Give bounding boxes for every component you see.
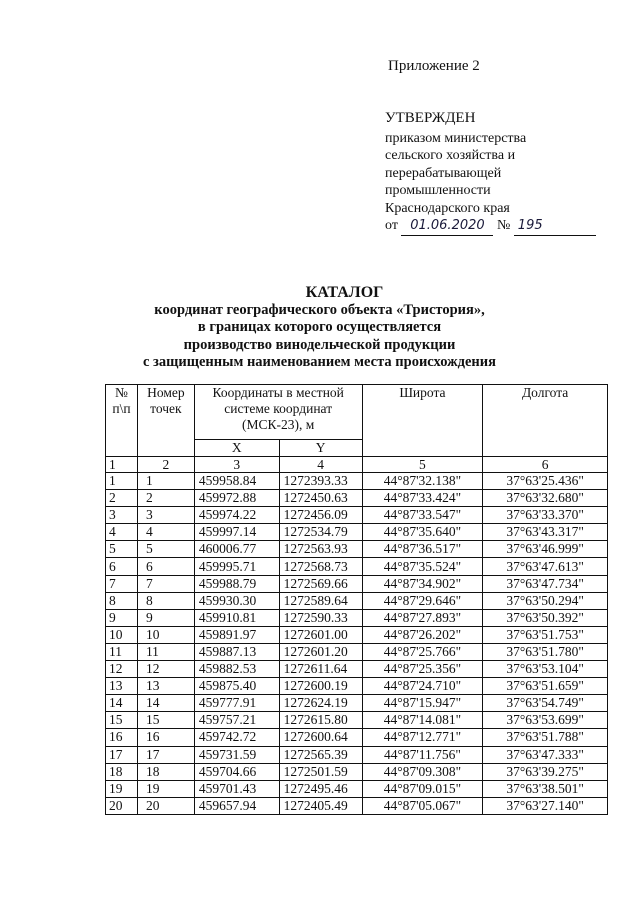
- header-num: [106, 385, 138, 457]
- latitude: 44°87'35.524": [362, 558, 483, 575]
- table-row: [106, 712, 608, 729]
- longitude: 37°63'50.294": [483, 592, 608, 609]
- title-line: координат географического объекта «Тристория»,: [154, 301, 485, 318]
- coord-y: 1272601.00: [279, 626, 362, 643]
- row-number: 4: [106, 524, 138, 541]
- header-point-line: Номер: [147, 385, 185, 400]
- coord-x: 459997.14: [194, 524, 279, 541]
- point-number: 7: [137, 575, 194, 592]
- table-row: [106, 780, 608, 797]
- approval-line: промышленности: [385, 183, 491, 198]
- point-number: 19: [137, 780, 194, 797]
- order-date: 01.06.2020: [401, 217, 493, 236]
- table-row: [106, 592, 608, 609]
- latitude: 44°87'29.646": [362, 592, 483, 609]
- latitude: 44°87'12.771": [362, 729, 483, 746]
- coordinates-table: [105, 384, 608, 815]
- coord-x: 459657.94: [194, 797, 279, 814]
- order-line: [385, 217, 596, 236]
- approval-line: перерабатывающей: [385, 165, 502, 181]
- coord-y: 1272501.59: [279, 763, 362, 780]
- table-row: [106, 797, 608, 814]
- latitude: 44°87'27.893": [362, 609, 483, 626]
- point-number: 18: [137, 763, 194, 780]
- coord-x: 459742.72: [194, 729, 279, 746]
- longitude: 37°63'51.780": [483, 643, 608, 660]
- coord-y: 1272568.73: [279, 558, 362, 575]
- row-number: 15: [106, 712, 138, 729]
- header-num-line: п\п: [112, 401, 131, 416]
- longitude: 37°63'51.659": [483, 678, 608, 695]
- coord-y: 1272600.64: [279, 729, 362, 746]
- approval-line: Краснодарского края: [385, 200, 510, 216]
- row-number: 10: [106, 626, 138, 643]
- row-number: 9: [106, 609, 138, 626]
- coord-x: 459704.66: [194, 763, 279, 780]
- latitude: 44°87'26.202": [362, 626, 483, 643]
- title-line: в границах которого осуществляется: [197, 319, 442, 335]
- header-lon: Долгота: [483, 385, 608, 457]
- latitude: 44°87'24.710": [362, 678, 483, 695]
- longitude: 37°63'51.788": [483, 729, 608, 746]
- table-row: [106, 524, 608, 541]
- point-number: 10: [137, 626, 194, 643]
- row-number: 20: [106, 797, 138, 814]
- latitude: 44°87'15.947": [362, 695, 483, 712]
- longitude: 37°63'33.370": [483, 507, 608, 524]
- table-row: [106, 626, 608, 643]
- row-number: 7: [106, 575, 138, 592]
- approval-line: приказом министерства: [385, 130, 527, 146]
- latitude: 44°87'36.517": [362, 541, 483, 558]
- row-number: 19: [106, 780, 138, 797]
- coord-x: 459882.53: [194, 661, 279, 678]
- row-number: 11: [106, 643, 138, 660]
- table-row: [106, 575, 608, 592]
- coord-x: 459887.13: [194, 643, 279, 660]
- latitude: 44°87'35.640": [362, 524, 483, 541]
- order-from-prefix: от: [385, 218, 398, 233]
- order-number-sign: №: [496, 218, 511, 233]
- point-number: 11: [137, 643, 194, 660]
- table-row: [106, 490, 608, 507]
- longitude: 37°63'47.613": [483, 558, 608, 575]
- point-number: 5: [137, 541, 194, 558]
- index-cell: 6: [483, 457, 608, 473]
- coord-x: 459958.84: [194, 473, 279, 490]
- table-row: [106, 661, 608, 678]
- point-number: 3: [137, 507, 194, 524]
- longitude: 37°63'47.333": [483, 746, 608, 763]
- row-number: 1: [106, 473, 138, 490]
- coord-y: 1272589.64: [279, 592, 362, 609]
- point-number: 20: [137, 797, 194, 814]
- longitude: 37°63'51.753": [483, 626, 608, 643]
- coord-y: 1272569.66: [279, 575, 362, 592]
- point-number: 13: [137, 678, 194, 695]
- title-line: с защищенным наименованием места происхождения: [143, 354, 496, 370]
- index-cell: 1: [106, 457, 138, 473]
- latitude: 44°87'14.081": [362, 712, 483, 729]
- point-number: 14: [137, 695, 194, 712]
- coord-y: 1272624.19: [279, 695, 362, 712]
- order-number: 195: [514, 217, 596, 236]
- coord-y: 1272450.63: [279, 490, 362, 507]
- coord-x: 459995.71: [194, 558, 279, 575]
- row-number: 17: [106, 746, 138, 763]
- coord-x: 459777.91: [194, 695, 279, 712]
- row-number: 2: [106, 490, 138, 507]
- longitude: 37°63'54.749": [483, 695, 608, 712]
- header-coords-line: системе координат: [224, 401, 333, 416]
- longitude: 37°63'53.104": [483, 661, 608, 678]
- row-number: 13: [106, 678, 138, 695]
- longitude: 37°63'32.680": [483, 490, 608, 507]
- latitude: 44°87'05.067": [362, 797, 483, 814]
- row-number: 12: [106, 661, 138, 678]
- approval-block: [385, 110, 596, 236]
- index-cell: 3: [194, 457, 279, 473]
- latitude: 44°87'34.902": [362, 575, 483, 592]
- latitude: 44°87'33.424": [362, 490, 483, 507]
- coord-y: 1272565.39: [279, 746, 362, 763]
- longitude: 37°63'38.501": [483, 780, 608, 797]
- point-number: 4: [137, 524, 194, 541]
- table-row: [106, 643, 608, 660]
- longitude: 37°63'53.699": [483, 712, 608, 729]
- row-number: 6: [106, 558, 138, 575]
- coord-y: 1272611.64: [279, 661, 362, 678]
- latitude: 44°87'32.138": [362, 473, 483, 490]
- coord-y: 1272601.20: [279, 643, 362, 660]
- title-line: производство винодельческой продукции: [183, 336, 456, 353]
- approval-heading: УТВЕРЖДЕН: [385, 110, 476, 126]
- longitude: 37°63'50.392": [483, 609, 608, 626]
- longitude: 37°63'39.275": [483, 763, 608, 780]
- latitude: 44°87'09.015": [362, 780, 483, 797]
- coord-y: 1272600.19: [279, 678, 362, 695]
- coord-y: 1272456.09: [279, 507, 362, 524]
- coord-x: 459701.43: [194, 780, 279, 797]
- coord-y: 1272615.80: [279, 712, 362, 729]
- longitude: 37°63'27.140": [483, 797, 608, 814]
- row-number: 5: [106, 541, 138, 558]
- coord-y: 1272590.33: [279, 609, 362, 626]
- point-number: 1: [137, 473, 194, 490]
- table-row: [106, 507, 608, 524]
- table-row: [106, 473, 608, 490]
- header-point: [137, 385, 194, 457]
- point-number: 8: [137, 592, 194, 609]
- approval-line: сельского хозяйства и: [385, 148, 516, 163]
- coord-x: 459988.79: [194, 575, 279, 592]
- coord-x: 459875.40: [194, 678, 279, 695]
- table-row: [106, 678, 608, 695]
- index-cell: 5: [362, 457, 483, 473]
- table-row: [106, 746, 608, 763]
- row-number: 14: [106, 695, 138, 712]
- row-number: 3: [106, 507, 138, 524]
- row-number: 8: [106, 592, 138, 609]
- table-row: [106, 609, 608, 626]
- latitude: 44°87'25.356": [362, 661, 483, 678]
- header-y: Y: [279, 440, 362, 457]
- point-number: 9: [137, 609, 194, 626]
- point-number: 15: [137, 712, 194, 729]
- longitude: 37°63'43.317": [483, 524, 608, 541]
- header-coords-line: (МСК-23), м: [242, 417, 315, 432]
- catalog-title: [0, 284, 639, 372]
- latitude: 44°87'11.756": [362, 746, 483, 763]
- point-number: 2: [137, 490, 194, 507]
- header-point-line: точек: [150, 401, 182, 416]
- longitude: 37°63'47.734": [483, 575, 608, 592]
- header-x: X: [194, 440, 279, 457]
- coord-y: 1272405.49: [279, 797, 362, 814]
- row-number: 16: [106, 729, 138, 746]
- coord-x: 459974.22: [194, 507, 279, 524]
- index-row: [106, 457, 608, 473]
- table-row: [106, 729, 608, 746]
- header-coords-line: Координаты в местной: [212, 385, 344, 400]
- coord-x: 460006.77: [194, 541, 279, 558]
- coord-y: 1272393.33: [279, 473, 362, 490]
- table-row: [106, 763, 608, 780]
- latitude: 44°87'25.766": [362, 643, 483, 660]
- latitude: 44°87'33.547": [362, 507, 483, 524]
- point-number: 17: [137, 746, 194, 763]
- header-lat: Широта: [362, 385, 483, 457]
- longitude: 37°63'25.436": [483, 473, 608, 490]
- coord-x: 459972.88: [194, 490, 279, 507]
- coord-x: 459731.59: [194, 746, 279, 763]
- coord-x: 459891.97: [194, 626, 279, 643]
- coord-x: 459757.21: [194, 712, 279, 729]
- header-num-line: №: [115, 385, 128, 400]
- coord-y: 1272534.79: [279, 524, 362, 541]
- coord-y: 1272495.46: [279, 780, 362, 797]
- coord-x: 459930.30: [194, 592, 279, 609]
- point-number: 12: [137, 661, 194, 678]
- longitude: 37°63'46.999": [483, 541, 608, 558]
- coord-x: 459910.81: [194, 609, 279, 626]
- point-number: 6: [137, 558, 194, 575]
- table-row: [106, 695, 608, 712]
- header-coords: [194, 385, 362, 440]
- row-number: 18: [106, 763, 138, 780]
- title-line: КАТАЛОГ: [305, 284, 384, 301]
- appendix-label: Приложение 2: [388, 58, 480, 74]
- table-row: [106, 541, 608, 558]
- table-row: [106, 558, 608, 575]
- index-cell: 4: [279, 457, 362, 473]
- point-number: 16: [137, 729, 194, 746]
- index-cell: 2: [137, 457, 194, 473]
- latitude: 44°87'09.308": [362, 763, 483, 780]
- coord-y: 1272563.93: [279, 541, 362, 558]
